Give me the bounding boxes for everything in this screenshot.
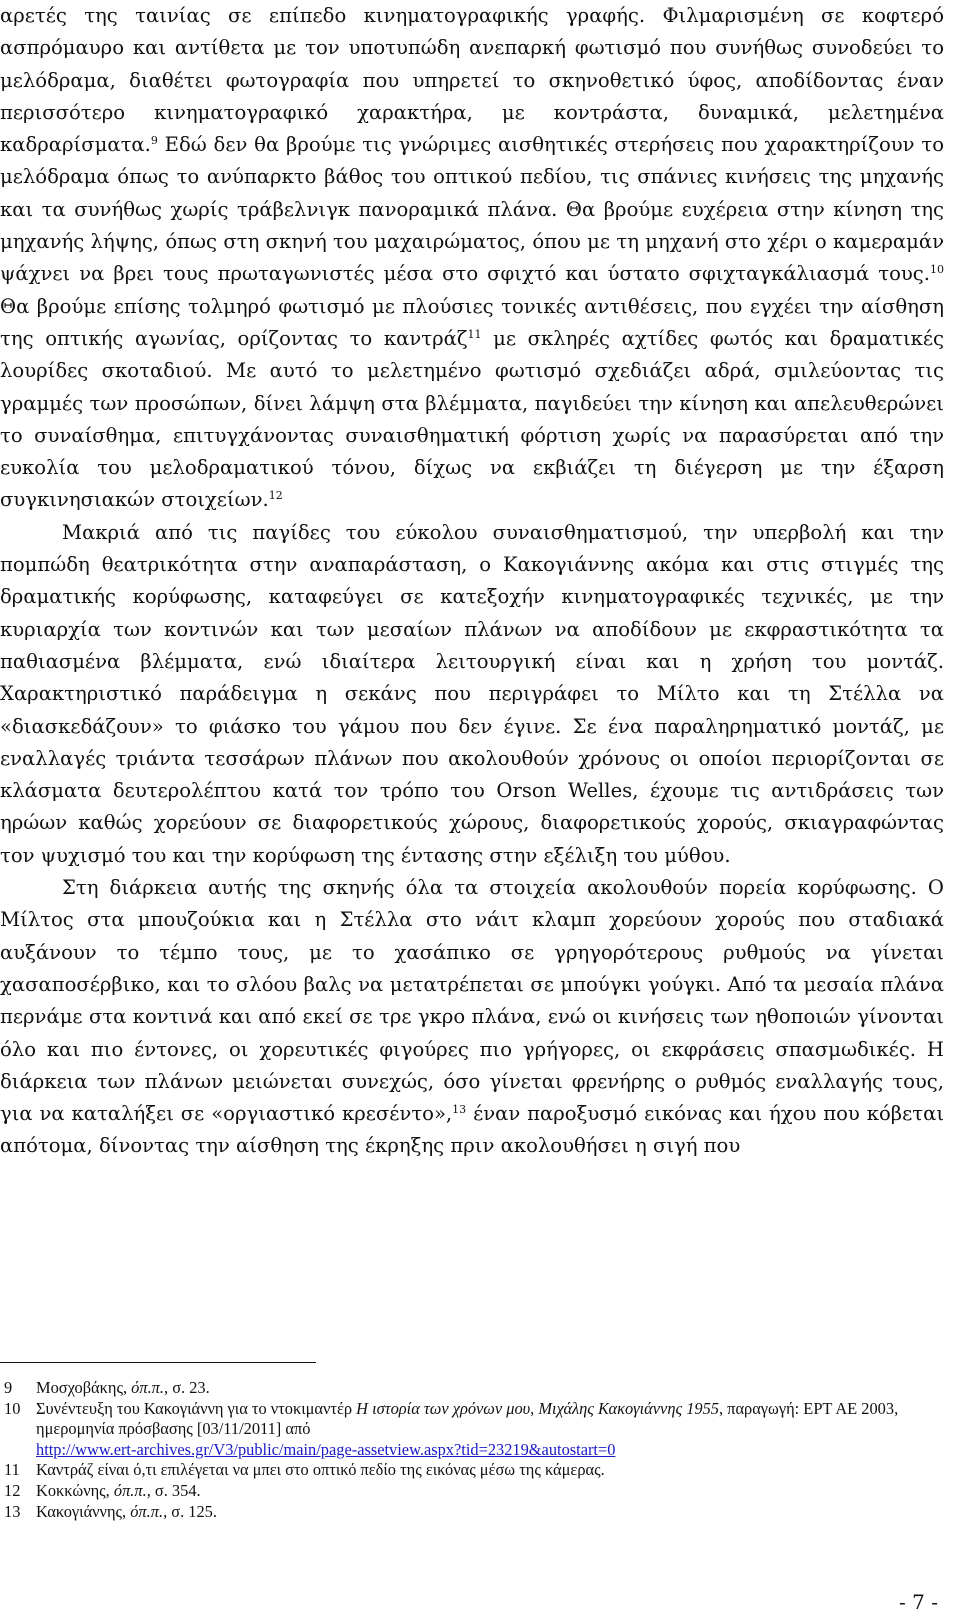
footnote-number: 11 — [4, 1460, 20, 1480]
text-run: με σκληρές αχτίδες φωτός και δραματικές λουρίδες σκοταδιού. Με αυτό το μελετημένο φωτισμό σχεδιάζει αδρά, σμιλεύοντας τις γραμμές των προσώπων, δίνει λάμψη στα βλέμματα, παγιδεύει την κίνηση και απελευθερώνει το συναίσθημα, επιτυγχάνοντας συναισθηματική φόρτιση χωρίς να παρασύρεται από την ευκολία του μελοδραματικού τόνου, δίχως να εκβιάζει τη διέγερση με την έξαρση συγκινησιακών στοιχείων. — [0, 326, 944, 512]
footnote-12 — [0, 1481, 958, 1502]
text-run: έναν παροξυσμό εικόνας και ήχου που κόβεται απότομα, δίνοντας την αίσθηση της έκρηξης πριν ακολουθήσει η σιγή που — [0, 1102, 944, 1158]
text-run: Στη διάρκεια αυτής της σκηνής όλα τα στοιχεία ακολουθούν πορεία κορύφωσης. Ο Μίλτος στα μπουζούκια και η Στέλλα στο νάιτ κλαμπ χορεύουν χορούς που σταδιακά αυξάνουν το τέμπο τους, με το χασάπικο σε γρηγορότερους ρυθμούς να γίνεται χασαποσέρβικο, και το σλόου βαλς να μετατρέπεται σε μπούγκι γούγκι. Από τα μεσαία πλάνα περνάμε στα κοντινά και από εκεί σε τρε γκρο πλάνα, ενώ οι κινήσεις των ηθοποιών γίνονται όλο και πιο έντονες, οι χορευτικές φιγούρες πιο γρήγορες, οι εκφράσεις σπασμωδικές. Η διάρκεια των πλάνων μειώνεται συνεχώς, όσο γίνεται φρενήρης ο ρυθμός εναλλαγής τους, για να καταλήξει σε «οργιαστικό κρεσέντο», — [0, 876, 944, 1126]
footnote-text: Μοσχοβάκης, — [36, 1378, 132, 1397]
footnote-separator — [0, 1362, 316, 1363]
page-number: - 7 - — [899, 1590, 938, 1614]
footnote-ref-9[interactable]: 9 — [150, 134, 158, 148]
footnote-number: 9 — [4, 1378, 13, 1397]
footnote-10 — [0, 1399, 958, 1461]
paragraph-2: Μακριά από τις παγίδες του εύκολου συναισθηματισμού, την υπερβολή και την πομπώδη θεατρικότητα στην αναπαράσταση, ο Κακογιάννης ακόμα και στις στιγμές της δραματικής κορύφωσης, καταφεύγει σε κατεξοχήν κινηματογραφικές τεχνικές, με την κυριαρχία των κοντινών και των μεσαίων πλάνων να αποδίδουν με εκφραστικότητα τα παθιασμένα βλέμματα, ενώ ιδιαίτερα λειτουργική είναι και η χρήση του μοντάζ. Χαρακτηριστικό παράδειγμα η σεκάνς που περιγράφει το Μίλτο και τη Στέλλα να «διασκεδάζουν» το φιάσκο του γάμου που δεν έγινε. Σε ένα παραληρηματικό μοντάζ, με εναλλαγές τριάντα τεσσάρων πλάνων που ακολουθούν χρόνους οι οποίοι περιορίζονται σε κλάσματα δευτερολέπτου κατά τον τρόπο του Orson Welles, έχουμε τις αντιδράσεις των ηρώων καθώς χορεύουν σε διαφορετικούς χώρους, διαφορετικούς χορούς, σκιαγραφώντας τον ψυχισμό του και την κορύφωση της έντασης στην εξέλιξη του μύθου. — [0, 520, 944, 867]
footnote-number: 10 — [4, 1398, 21, 1418]
footnote-italic: όπ.π. — [131, 1378, 164, 1397]
footnotes — [0, 1378, 958, 1522]
footnote-11 — [0, 1460, 958, 1481]
footnote-text: Κοκκώνης, — [36, 1480, 114, 1500]
footnote-text: , σ. 354. — [146, 1480, 201, 1500]
footnote-italic: όπ.π. — [113, 1480, 147, 1500]
footnote-number: 13 — [4, 1501, 21, 1521]
text-run: Εδώ δεν θα βρούμε τις γνώριμες αισθητικές στερήσεις που χαρακτηρίζουν το μελόδραμα όπως το ανύπαρκτο βάθος του οπτικού πεδίου, τις σπάνιες κινήσεις της μηχανής και τα συνήθως χωρίς τράβελνιγκ πανοραμικά πλάνα. Θα βρούμε ευχέρεια στην κίνηση της μηχανής λήψης, όπως στη σκηνή του μαχαιρώματος, όπου με τη μηχανή στο χέρι ο καμεραμάν ψάχνει να βρει τους πρωταγωνιστές μέσα στο σφιχτό και ύστατο σφιχταγκάλιασμά τους. — [0, 133, 944, 286]
footnote-ref-13[interactable]: 13 — [452, 1103, 467, 1117]
paragraph-3 — [0, 872, 944, 1163]
footnote-number: 12 — [4, 1480, 21, 1500]
archive-link[interactable]: http://www.ert-archives.gr/V3/public/main/page-assetview.aspx?tid=23219&autostart=0 — [36, 1439, 616, 1459]
footnote-text: , σ. 23. — [164, 1378, 210, 1397]
footnote-text: , σ. 125. — [163, 1501, 217, 1521]
footnote-italic: όπ.π. — [130, 1501, 164, 1521]
footnote-text: Κακογιάννης, — [36, 1501, 131, 1521]
text-run: Θα βρούμε επίσης τολμηρό φωτισμό με πλούσιες τονικές αντιθέσεις, που εγχέει την αίσθηση της οπτικής αγωνίας, ορίζοντας το καντράζ — [0, 294, 944, 350]
paragraph-1 — [0, 0, 944, 517]
footnote-ref-11[interactable]: 11 — [467, 327, 482, 341]
footnote-italic: Η ιστορία των χρόνων μου, Μιχάλης Κακογιάννης 1955 — [356, 1398, 719, 1418]
footnote-text: Καντράζ είναι ό,τι επιλέγεται να μπει στο οπτικό πεδίο της εικόνας μέσω της κάμερας. — [36, 1460, 605, 1480]
footnote-ref-12[interactable]: 12 — [268, 489, 283, 503]
footnote-ref-10[interactable]: 10 — [930, 263, 944, 277]
text-run: αρετές της ταινίας σε επίπεδο κινηματογραφικής γραφής. Φιλμαρισμένη σε κοφτερό ασπρόμαυρο και αντίθετα με τον υποτυπώδη ανεπαρκή φωτισμό που συνήθως συνοδεύει το μελόδραμα, διαθέτει φωτογραφία που υπηρετεί το σκηνοθετικό ύφος, αποδίδοντας έναν περισσότερο κινηματογραφικό χαρακτήρα, με κοντράστα, δυναμικά, μελετημένα καδραρίσματα. — [0, 4, 944, 157]
footnote-9 — [0, 1378, 958, 1399]
footnote-text: , παραγωγή: ΕΡΤ ΑΕ 2003, ημερομηνία πρόσβασης [03/11/2011] από — [36, 1398, 899, 1439]
footnote-text: Συνέντευξη του Κακογιάννη για το ντοκιμαντέρ — [36, 1398, 357, 1418]
footnote-13 — [0, 1502, 958, 1523]
